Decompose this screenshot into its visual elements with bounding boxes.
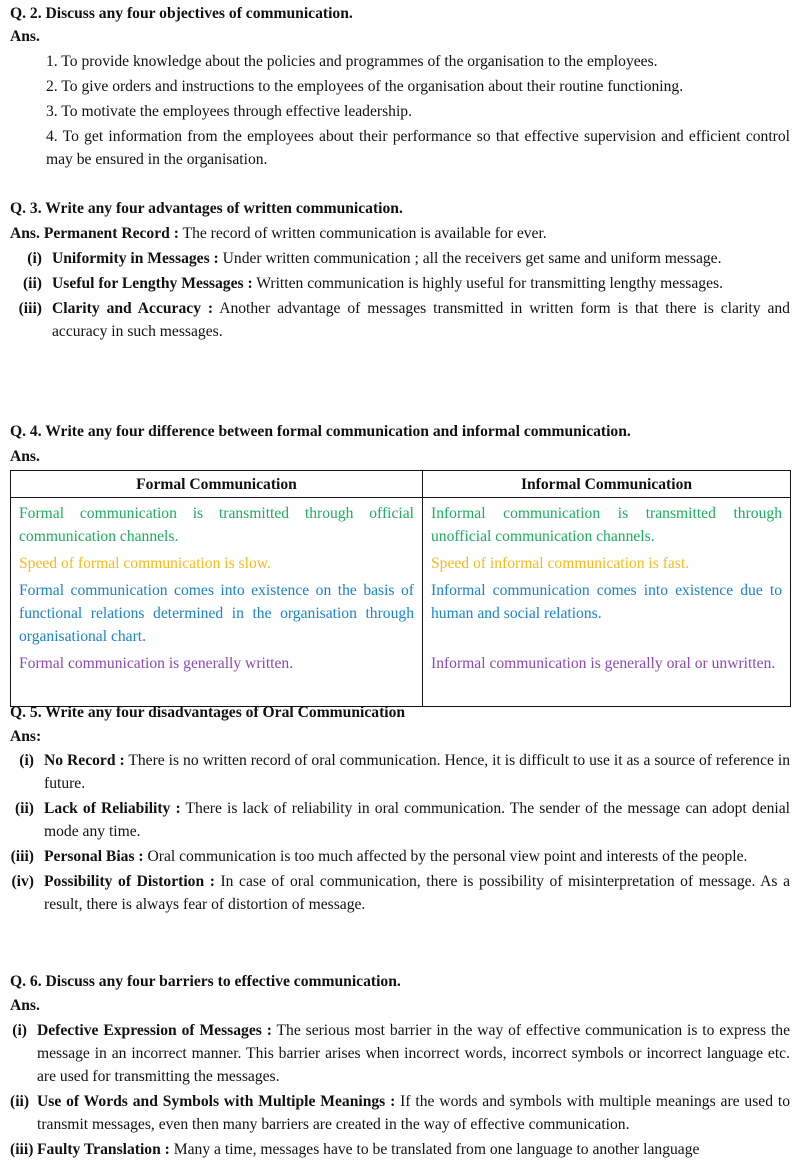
informal-point-4: Informal communication is generally oral or unwritten. bbox=[431, 655, 776, 672]
q5-item-1-text: There is no written record of oral communication. Hence, it is difficult to use it as a source of reference in future. bbox=[44, 752, 791, 792]
q2-title: Q. 2. Discuss any four objectives of communication. bbox=[10, 5, 353, 22]
q6-item-1-text: The serious most barrier in the way of effective communication is to express the message in an incorrect manner. This barrier arises when incorrect words, incorrect symbols or incorrect language etc. are used for transmitting the messages. bbox=[37, 1022, 790, 1085]
q4-section bbox=[10, 420, 790, 468]
q3-item-2-term: Useful for Lengthy Messages : bbox=[52, 275, 253, 292]
q5-item-3-text: Oral communication is too much affected by the personal view point and interests of the people. bbox=[143, 848, 748, 865]
q6-item-3-text: Many a time, messages have to be translated from one language to another language bbox=[169, 1141, 700, 1158]
q5-item-1-num: (i) bbox=[19, 752, 34, 769]
q5-item-1 bbox=[10, 749, 790, 795]
q5-item-3 bbox=[10, 845, 790, 868]
q5-item-4-term: Possibility of Distortion : bbox=[44, 873, 215, 890]
q5-item-2-text: There is lack of reliability in oral communication. The sender of the message can adopt denial mode any time. bbox=[44, 800, 790, 840]
q6-item-1-num: (i) bbox=[12, 1022, 27, 1039]
q6-item-3 bbox=[10, 1138, 790, 1161]
table-row bbox=[11, 498, 791, 707]
header-informal: Informal Communication bbox=[423, 471, 791, 498]
q5-item-4-text: In case of oral communication, there is possibility of misinterpretation of message. As a result, there is always fear of distortion of message. bbox=[44, 873, 790, 913]
q3-item-2 bbox=[10, 272, 790, 295]
q6-item-1 bbox=[10, 1019, 790, 1088]
q3-first-term: Permanent Record : bbox=[43, 225, 179, 242]
formal-cell bbox=[11, 498, 423, 707]
q5-title: Q. 5. Write any four disadvantages of Oral Communication bbox=[10, 704, 406, 721]
table-header-row bbox=[11, 471, 791, 498]
q5-item-2-num: (ii) bbox=[14, 800, 34, 817]
informal-point-2: Speed of informal communication is fast. bbox=[431, 555, 690, 572]
q5-item-3-num: (iii) bbox=[10, 848, 34, 865]
q2-item-4: 4. To get information from the employees about their performance so that effective supervision and efficient control may be ensured in the organisation. bbox=[46, 128, 790, 168]
informal-cell bbox=[423, 498, 791, 707]
formal-point-3: Formal communication comes into existence on the basis of functional relations determined in the organisation through organisational chart. bbox=[19, 582, 414, 645]
q3-title: Q. 3. Write any four advantages of written communication. bbox=[10, 200, 403, 217]
q6-title: Q. 6. Discuss any four barriers to effective communication. bbox=[10, 973, 401, 990]
q4-title: Q. 4. Write any four difference between formal communication and informal communication. bbox=[10, 423, 631, 440]
q3-item-1-num: (i) bbox=[27, 250, 42, 267]
q3-item-1-term: Uniformity in Messages : bbox=[52, 250, 219, 267]
formal-point-2: Speed of formal communication is slow. bbox=[19, 555, 271, 572]
informal-point-3: Informal communication comes into existence due to human and social relations. bbox=[431, 582, 782, 622]
q6-ans: Ans. bbox=[10, 997, 40, 1014]
formal-point-4: Formal communication is generally written. bbox=[19, 655, 294, 672]
q5-ans: Ans: bbox=[10, 728, 42, 745]
q3-item-3-term: Clarity and Accuracy : bbox=[52, 300, 214, 317]
informal-point-1: Informal communication is transmitted through unofficial communication channels. bbox=[431, 505, 782, 545]
q6-item-2-num: (ii) bbox=[10, 1093, 30, 1110]
q5-item-4-num: (iv) bbox=[11, 873, 34, 890]
q6-item-2-term: Use of Words and Symbols with Multiple Meanings : bbox=[37, 1093, 396, 1110]
q3-item-3-text: Another advantage of messages transmitted in written form is that there is clarity and accuracy in such messages. bbox=[52, 300, 790, 340]
q3-item-2-num: (ii) bbox=[22, 275, 42, 292]
comparison-table bbox=[10, 470, 791, 707]
q6-item-3-term: Faulty Translation : bbox=[37, 1141, 170, 1158]
q6-item-1-term: Defective Expression of Messages : bbox=[37, 1022, 272, 1039]
q6-item-2-text: If the words and symbols with multiple meanings are used to transmit messages, even then many barriers are created in the way of effective communication. bbox=[37, 1093, 790, 1133]
q3-item-1-text: Under written communication ; all the receivers get same and uniform message. bbox=[218, 250, 722, 267]
q5-item-2-term: Lack of Reliability : bbox=[44, 800, 181, 817]
q3-section bbox=[10, 197, 790, 343]
q5-item-4 bbox=[10, 870, 790, 916]
q4-ans: Ans. bbox=[10, 448, 40, 465]
formal-point-1: Formal communication is transmitted through official communication channels. bbox=[19, 505, 414, 545]
q3-ans: Ans. bbox=[10, 225, 40, 242]
header-formal: Formal Communication bbox=[11, 471, 423, 498]
q5-item-2 bbox=[10, 797, 790, 843]
q3-item-2-text: Written communication is highly useful for transmitting lengthy messages. bbox=[252, 275, 723, 292]
q3-item-3-num: (iii) bbox=[18, 300, 42, 317]
q2-item-1: 1. To provide knowledge about the policies and programmes of the organisation to the employees. bbox=[46, 53, 658, 70]
q5-item-3-term: Personal Bias : bbox=[44, 848, 144, 865]
q2-item-2: 2. To give orders and instructions to the employees of the organisation about their routine functioning. bbox=[46, 78, 684, 95]
q5-item-1-term: No Record : bbox=[44, 752, 125, 769]
q6-item-3-num: (iii) bbox=[10, 1141, 34, 1158]
q5-section bbox=[10, 701, 790, 916]
q3-first bbox=[10, 222, 790, 245]
q2-item-3: 3. To motivate the employees through effective leadership. bbox=[46, 103, 412, 120]
q6-item-2 bbox=[10, 1090, 790, 1136]
q3-first-text: The record of written communication is available for ever. bbox=[178, 225, 547, 242]
q6-section bbox=[10, 970, 790, 1161]
q3-item-3 bbox=[10, 297, 790, 343]
q3-item-1 bbox=[10, 247, 790, 270]
q2-section bbox=[10, 2, 790, 171]
q2-ans: Ans. bbox=[10, 28, 40, 45]
